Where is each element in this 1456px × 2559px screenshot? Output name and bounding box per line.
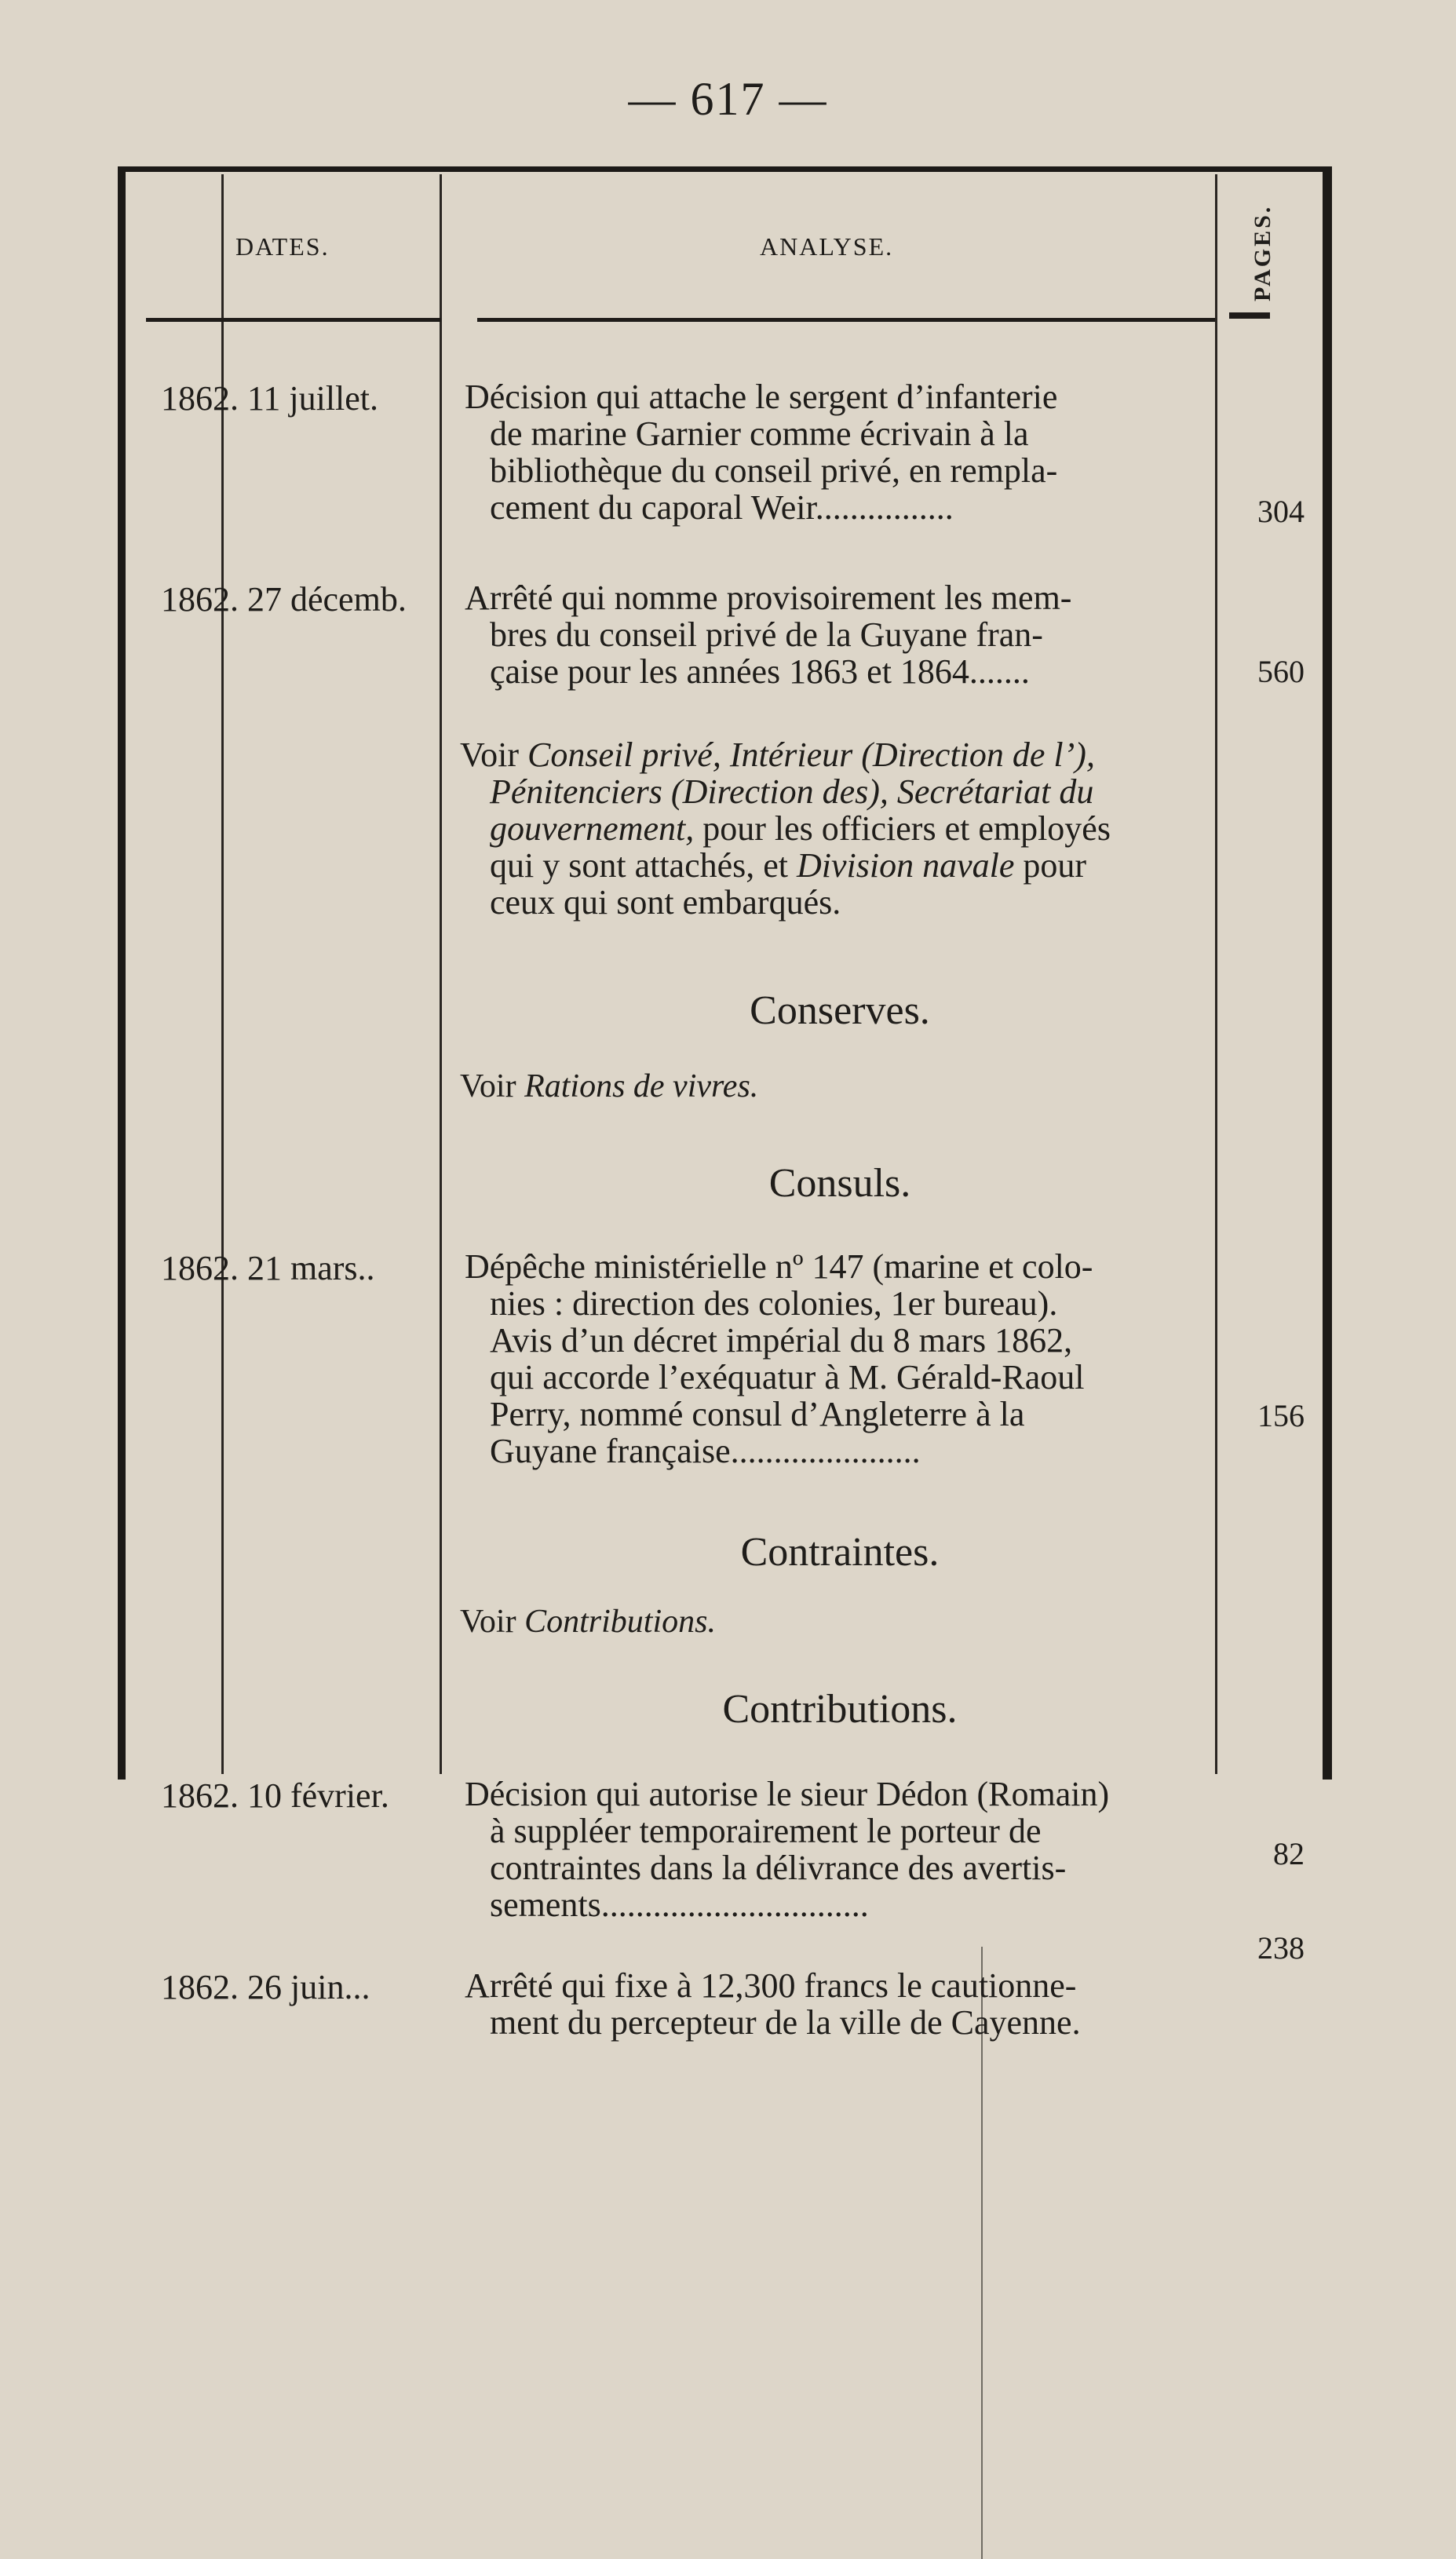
entry-line: Décision qui autorise le sieur Dédon (Romain) [465, 1775, 1110, 1813]
entry-text [465, 378, 1206, 526]
entry-page: 304 [1257, 494, 1305, 529]
entry-line: çaise pour les années 1863 et 1864....... [490, 652, 1030, 691]
entry-line: ment du percepteur de la ville de Cayenne. [490, 2003, 1081, 2042]
entry-line: Perry, nommé consul d’Angleterre à la [490, 1395, 1025, 1433]
entry-line: bibliothèque du conseil privé, en rempla- [490, 451, 1058, 490]
entry-line: contraintes dans la délivrance des avertis- [490, 1849, 1067, 1887]
entry-line: nies : direction des colonies, 1er bureau). [490, 1284, 1058, 1323]
xref-target: Division navale [797, 846, 1015, 885]
xref-text: qui y sont attachés, et [490, 846, 797, 885]
entry-date: 1862. 26 juin... [161, 1968, 370, 2006]
xref-text: pour [1014, 846, 1087, 885]
entry-text [465, 1248, 1206, 1469]
page-number: — 617 — [628, 73, 828, 125]
header-dates: DATES. [235, 232, 330, 261]
entry-line: cement du caporal Weir................ [490, 488, 954, 527]
section-heading-contributions: Contributions. [722, 1687, 958, 1732]
entry-page: 82 [1273, 1836, 1305, 1871]
cross-reference [460, 736, 1213, 921]
section-heading-conserves: Conserves. [750, 988, 930, 1033]
entry-page: 560 [1257, 654, 1305, 689]
entry-line: Avis d’un décret impérial du 8 mars 1862, [490, 1321, 1073, 1360]
entry-text [465, 1967, 1206, 2041]
entry-text [465, 1776, 1206, 1923]
xref-target: gouvernement, [490, 809, 695, 848]
see-target: Rations de vivres. [524, 1068, 759, 1104]
entry-line: Dépêche ministérielle nº 147 (marine et colo- [465, 1247, 1093, 1286]
header-rule-analyse [477, 318, 1215, 322]
entry-line: de marine Garnier comme écrivain à la [490, 414, 1029, 453]
entry-page: 156 [1257, 1398, 1305, 1433]
entry-date: 1862. 11 juillet. [161, 379, 379, 418]
column-divider-date [440, 174, 442, 1774]
entry-text [465, 579, 1206, 690]
entry-line: Arrêté qui fixe à 12,300 francs le cautionne- [465, 1966, 1077, 2005]
entry-page: 238 [1257, 1930, 1305, 1966]
entry-line: Arrêté qui nomme provisoirement les mem- [465, 579, 1072, 617]
section-heading-contraintes: Contraintes. [740, 1530, 940, 1575]
xref-target: Pénitenciers (Direction des), Secrétariat du [490, 772, 1094, 811]
entry-line: bres du conseil privé de la Guyane fran- [490, 615, 1043, 654]
entry-date: 1862. 27 décemb. [161, 580, 407, 619]
entry-line: à suppléer temporairement le porteur de [490, 1812, 1042, 1850]
see-reference: Voir Contributions. [460, 1604, 716, 1640]
xref-prefix: Voir [460, 736, 527, 774]
xref-text: pour les officiers et employés [694, 809, 1111, 848]
entry-line: qui accorde l’exéquatur à M. Gérald-Raoul [490, 1358, 1085, 1396]
entry-date: 1862. 21 mars.. [161, 1249, 375, 1287]
header-pages-rule [1229, 312, 1270, 319]
xref-text: ceux qui sont embarqués. [490, 883, 841, 922]
xref-target: Conseil privé, Intérieur (Direction de l’), [527, 736, 1095, 774]
entry-date: 1862. 10 février. [161, 1776, 389, 1815]
see-target: Contributions. [524, 1604, 716, 1640]
header-analyse: ANALYSE. [760, 232, 894, 261]
section-heading-consuls: Consuls. [768, 1161, 911, 1206]
see-reference: Voir Rations de vivres. [460, 1068, 759, 1104]
header-rule-dates [146, 318, 441, 322]
entry-line: Décision qui attache le sergent d’infanterie [465, 378, 1058, 416]
entry-line: Guyane française...................... [490, 1432, 921, 1470]
entry-line: sements............................... [490, 1885, 869, 1924]
header-pages: PAGES. [1250, 204, 1275, 301]
